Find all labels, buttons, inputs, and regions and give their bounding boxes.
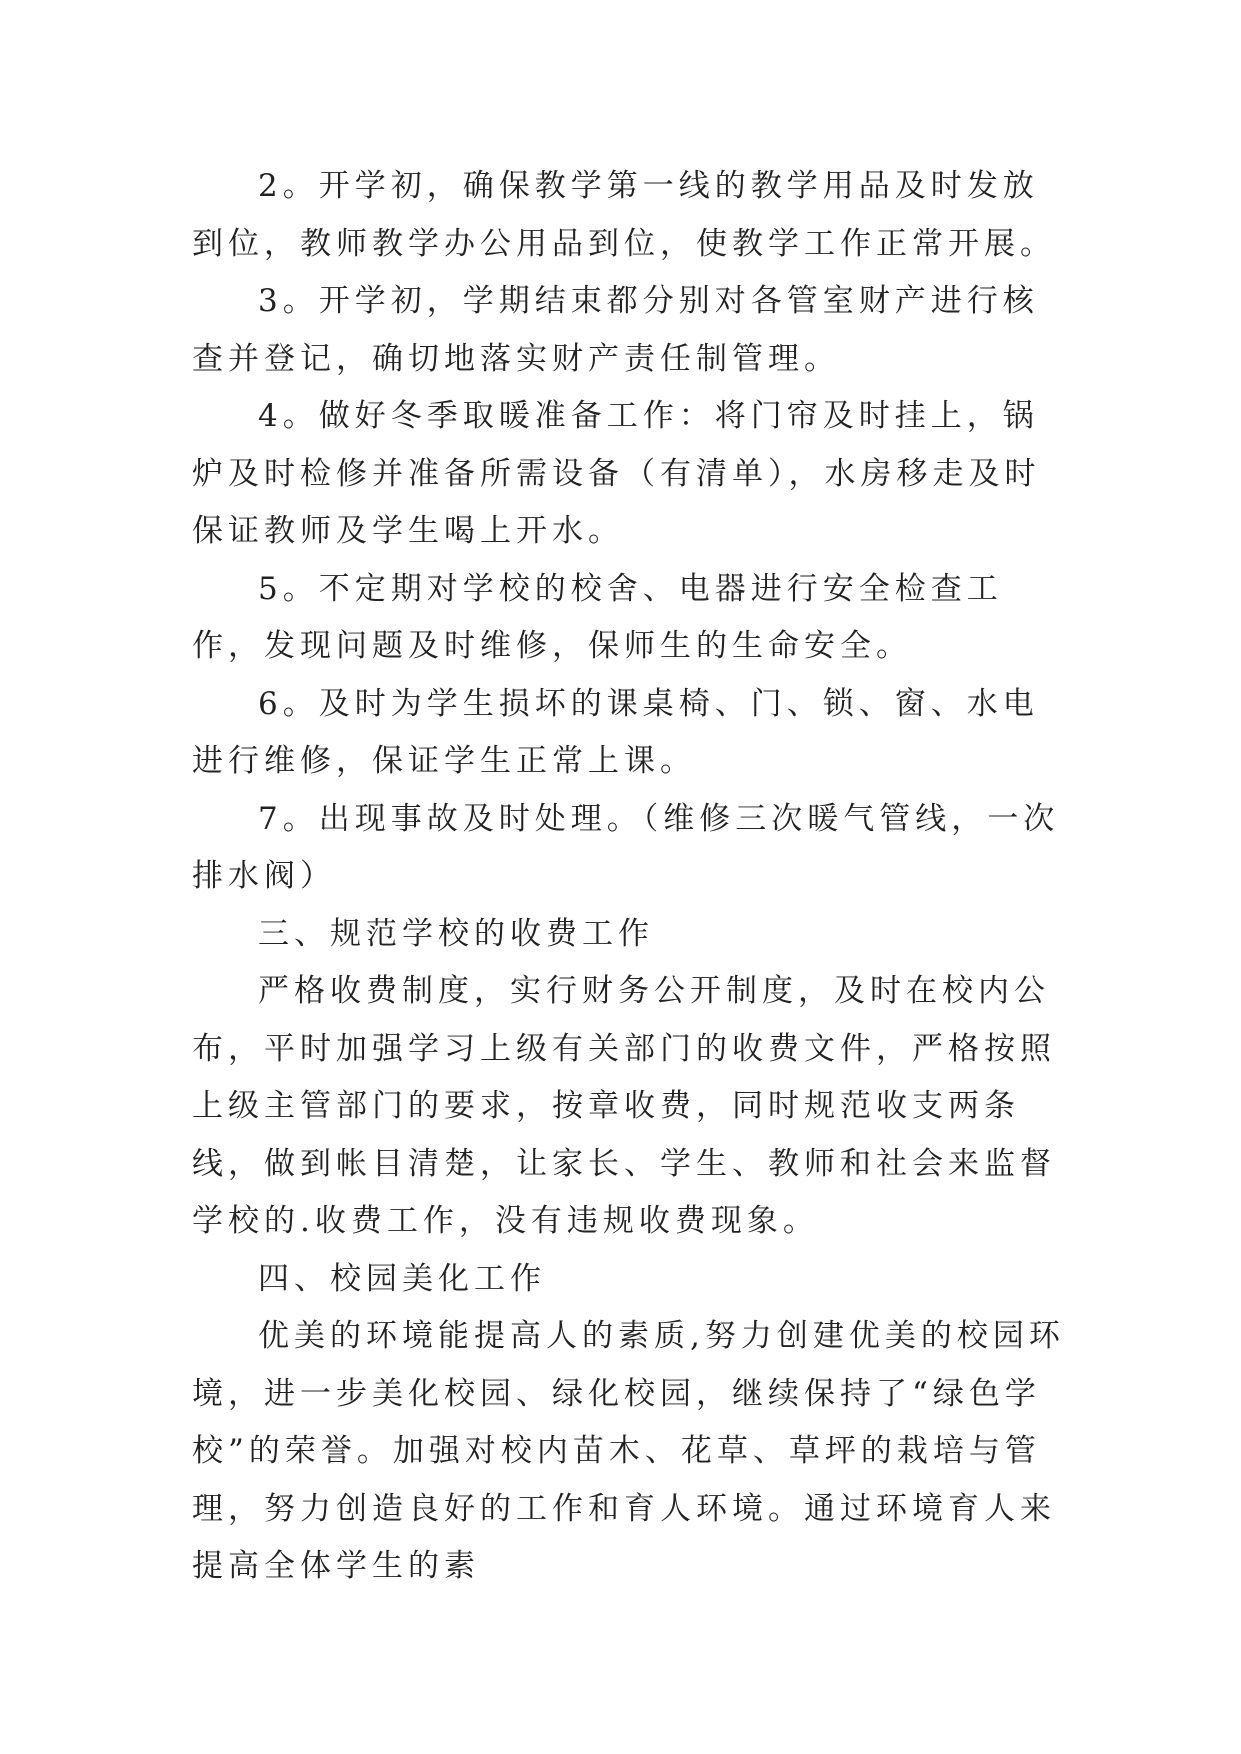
paragraph-item-3: 3。开学初，学期结束都分别对各管室财产进行核查并登记，确切地落实财产责任制管理。 (192, 283, 1039, 377)
section-heading-campus: 四、校园美化工作 (258, 1260, 546, 1297)
paragraph-campus: 优美的环境能提高人的素质,努力创建优美的校园环境，进一步美化校园、绿化校园，继续保持了“绿色学校”的荣誉。加强对校内苗木、花草、草坪的栽培与管理，努力创造良好的工作和育人环境。通过环境育人来提高全体学生的素 (192, 1318, 1065, 1584)
paragraph-fees: 严格收费制度，实行财务公开制度，及时在校内公布，平时加强学习上级有关部门的收费文件，严格按照上级主管部门的要求，按章收费，同时规范收支两条线，做到帐目清楚，让家长、学生、教师和社会来监督学校的.收费工作，没有违规收费现象。 (192, 973, 1056, 1239)
paragraph-item-4: 4。做好冬季取暖准备工作：将门帘及时挂上，锅炉及时检修并准备所需设备（有清单），水房移走及时保证教师及学生喝上开水。 (192, 398, 1041, 549)
paragraph-item-6: 6。及时为学生损坏的课桌椅、门、锁、窗、水电进行维修，保证学生正常上课。 (192, 685, 1039, 779)
paragraph-item-7: 7。出现事故及时处理。（维修三次暖气管线，一次排水阀） (192, 800, 1060, 894)
document-body (192, 158, 1072, 1596)
paragraph-item-2: 2。开学初，确保教学第一线的教学用品及时发放到位，教师教学办公用品到位，使教学工作正常开展。 (192, 168, 1056, 262)
paragraph-item-5: 5。不定期对学校的校舍、电器进行安全检查工作，发现问题及时维修，保师生的生命安全。 (192, 570, 1003, 664)
section-heading-fees: 三、规范学校的收费工作 (258, 915, 654, 952)
